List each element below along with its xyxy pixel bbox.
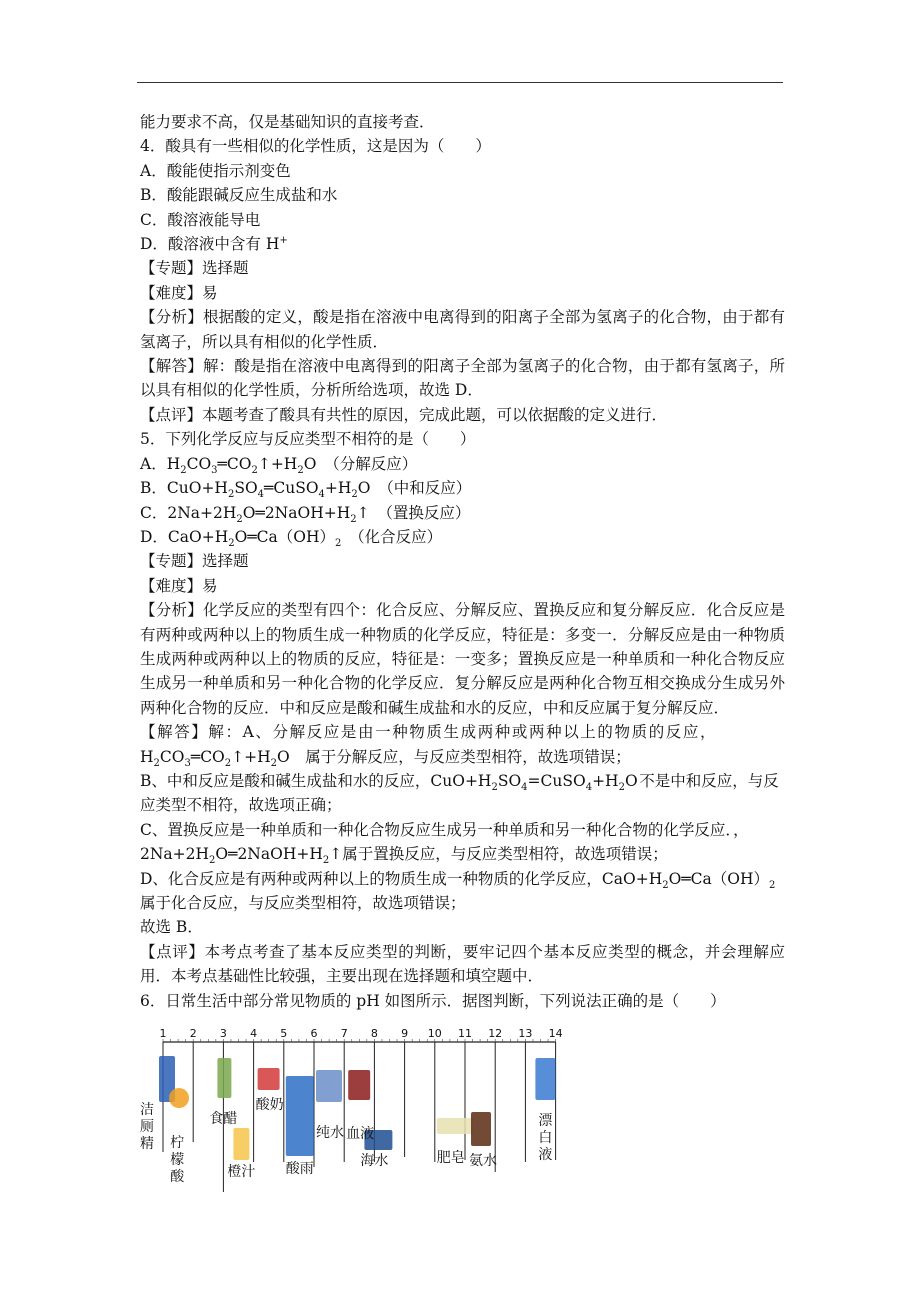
solution-a: $H_2CO_3═CO_2↑+H_2O$ 属于分解反应，与反应类型相符，故选项错误； [140,747,631,769]
product-label: 纯水 [316,1125,344,1141]
final-answer: 故选 B． [140,918,203,937]
tick-label: 9 [401,1027,409,1040]
tick-label: 2 [189,1027,197,1040]
subscript: 2 [153,757,160,769]
option-b: B．酸能跟碱反应生成盐和水 [140,186,338,205]
tick-label: 4 [250,1027,258,1040]
formula-part: +H [592,771,619,790]
product-image [258,1068,280,1090]
subscript: 2 [224,757,232,769]
subscript: 3 [211,464,218,476]
subscript: 2 [180,464,187,476]
formula-part: +H [324,479,352,498]
tick-label: 5 [280,1027,288,1040]
solution-c [140,842,785,866]
product-label: 海水 [360,1153,389,1169]
product-label: 食醋 [209,1111,238,1127]
formula-part: ↑+H [231,747,271,766]
product-image [437,1118,473,1134]
formula-part: 2Na+2H [140,845,210,864]
question-6: 6．日常生活中部分常见物质的 pH 如图所示．据图判断，下列说法正确的是（ ） [140,991,726,1010]
tick-label: 14 [548,1027,563,1040]
product-label: 酸雨 [285,1161,314,1177]
formula-part: O [303,454,317,473]
option-a: A．酸能使指示剂变色 [140,161,291,180]
subscript: 4 [521,782,528,794]
product-image [217,1058,231,1098]
analysis-paragraph: 【分析】根据酸的定义，酸是指在溶液中电离得到的阳离子全部为氢离子的化合物，由于都有氢离子，所以具有相似的化学性质． [140,308,785,351]
subscript: 2 [251,464,258,476]
difficulty-label: 【难度】易 [140,283,218,302]
topic-label: 【专题】选择题 [140,259,249,278]
subscript: 2 [350,513,357,525]
subscript: 2 [491,782,498,794]
reaction-type: （中和反应） [386,479,472,498]
product-label: 柠檬酸 [170,1135,185,1185]
solution-c-line: C、置换反应是一种单质和一种化合物反应生成另一种单质和另一种化合物的化学反应．， [140,820,749,839]
solution-d [140,867,785,891]
tick-label: 10 [427,1027,442,1040]
tick-label: 7 [340,1027,348,1040]
subscript: 2 [236,513,243,525]
formula-part: O [357,479,371,498]
subscript: 2 [209,855,216,867]
reaction-type: （化合反应） [356,527,443,546]
product-label: 洁厕精 [140,1102,154,1152]
subscript: 2 [297,464,304,476]
option-c: C．酸溶液能导电 [140,210,261,229]
solution-b [140,769,785,818]
product-label: 酸奶 [255,1097,284,1113]
subscript: 2 [351,489,358,501]
product-image [233,1128,249,1160]
formula-part: ↑ [329,845,343,864]
subscript: 3 [184,757,191,769]
tick-label: 13 [518,1027,533,1040]
product-image [535,1058,555,1100]
product-image [316,1070,342,1102]
formula-part: O [277,747,290,766]
tick-label: 6 [310,1027,318,1040]
formula-part: O═2NaOH+H [242,503,351,522]
analysis-paragraph: 【分析】化学反应的类型有四个：化合反应、分解反应、置换反应和复分解反应．化合反应是有两种或两种以上的物质生成一种物质的化学反应，特征是：多变一．分解反应是由一种物质生成两种或两种以上的物质的反应，特征是：一变多；置换反应是一种单质和一种化合物反应生成另一种单质和另一种化合物的化学反应．复分解反应是两种化合物互相交换成分生成另外两种化合物的反应．中和反应是酸和碱生成盐和水的反应，中和反应属于复分解反应． [140,601,785,717]
reaction-type: （分解反应） [331,454,418,473]
q5-option-c [140,501,785,525]
product-image [348,1070,370,1100]
document-body [140,110,785,1013]
difficulty-label: 【难度】易 [140,576,218,595]
solution-intro: 【解答】解：A、分解反应是由一种物质生成两种或两种以上的物质的反应， [140,723,718,742]
subscript: 2 [322,855,330,867]
option-d [140,232,785,256]
q5-option-a [140,452,785,476]
subscript: 2 [769,879,776,891]
q5-option-d [140,525,785,549]
h-plus-sup: + [279,234,288,246]
subscript: 4 [318,489,325,501]
formula-part: ═CO [217,454,252,473]
tick-label: 3 [219,1027,227,1040]
product-image [286,1076,314,1156]
subscript: 4 [257,489,265,501]
ph-scale-figure [138,1027,578,1200]
question-5: 5．下列化学反应与反应类型不相符的是（ ） [140,430,476,449]
solution-text: 属于置换反应，与反应类型相符，故选项错误； [342,845,668,864]
tick-label: 11 [458,1027,472,1040]
formula-part: O═Ca（OH） [668,869,769,888]
product-label: 血液 [346,1126,375,1142]
formula-part: O [624,771,638,790]
formula-part: CO [159,747,185,766]
formula-part: ═CO [190,747,225,766]
text-line: 能力要求不高，仅是基础知识的直接考查． [140,113,435,131]
subscript: 2 [228,538,235,549]
comment-paragraph: 【点评】本考点考查了基本反应类型的判断，要牢记四个基本反应类型的概念，并会理解应用．本考点基础性比较强，主要出现在选择题和填空题中． [140,942,785,986]
solution-text: B、中和反应是酸和碱生成盐和水的反应，CuO+H [140,771,492,790]
subscript: 2 [662,879,669,891]
formula-part: C．2Na+2H [140,503,237,522]
product-label: 漂白液 [538,1113,553,1163]
tick-label: 1 [159,1027,167,1040]
formula-part: ↑ [356,503,370,522]
formula-part: O═2NaOH+H [215,845,323,864]
reaction-type: （置换反应） [385,503,471,522]
product-label: 肥皂 [436,1150,465,1166]
q5-option-b [140,476,785,500]
product-label: 氨水 [469,1153,497,1169]
subscript: 2 [618,782,625,794]
subscript: 2 [335,538,342,549]
solution-d-tail: 属于化合反应，与反应类型相符，故选项错误； [140,894,466,912]
formula-part: SO [497,771,522,790]
header-rule [137,82,783,83]
subscript: 2 [270,757,278,769]
topic-label: 【专题】选择题 [140,552,249,571]
formula-part: SO [234,479,258,498]
product-image [471,1112,491,1146]
comment-paragraph: 【点评】本题考查了酸具有共性的原因，完成此题，可以依据酸的定义进行． [140,405,668,424]
formula-part: A．H [140,454,181,473]
solution-paragraph: 【解答】解：酸是指在溶液中电离得到的阳离子全部为氢离子的化合物，由于都有氢离子，所以具有相似的化学性质，分析所给选项，故选 D． [140,357,785,400]
product-label: 橙汁 [227,1164,256,1180]
question-4: 4．酸具有一些相似的化学性质，这是因为（ ） [140,137,491,156]
subscript: 2 [227,489,235,501]
formula-part: B．CuO+H [140,479,228,498]
solution-text: 不是中和反应，与反应类型不相符，故选项正确； [140,771,779,815]
tick-label: 8 [370,1027,378,1040]
formula-part: ↑+H [257,454,298,473]
ph-scale-svg [138,1030,578,1200]
subscript: 4 [585,782,593,794]
formula-part: D．CaO+H [140,527,229,546]
formula-part: ═CuSO [264,479,319,498]
tick-label: 12 [488,1027,503,1040]
formula-part: CO [186,454,212,473]
product-image [169,1088,189,1108]
formula-part: =CuSO [527,771,586,790]
solution-text: D、化合反应是有两种或两种以上的物质生成一种物质的化学反应，CaO+H [140,869,663,888]
formula-part: O═Ca（OH） [234,527,335,546]
option-d-text: D．酸溶液中含有 H [140,235,280,254]
solution-text: 属于分解反应，与反应类型相符，故选项错误； [305,747,631,766]
